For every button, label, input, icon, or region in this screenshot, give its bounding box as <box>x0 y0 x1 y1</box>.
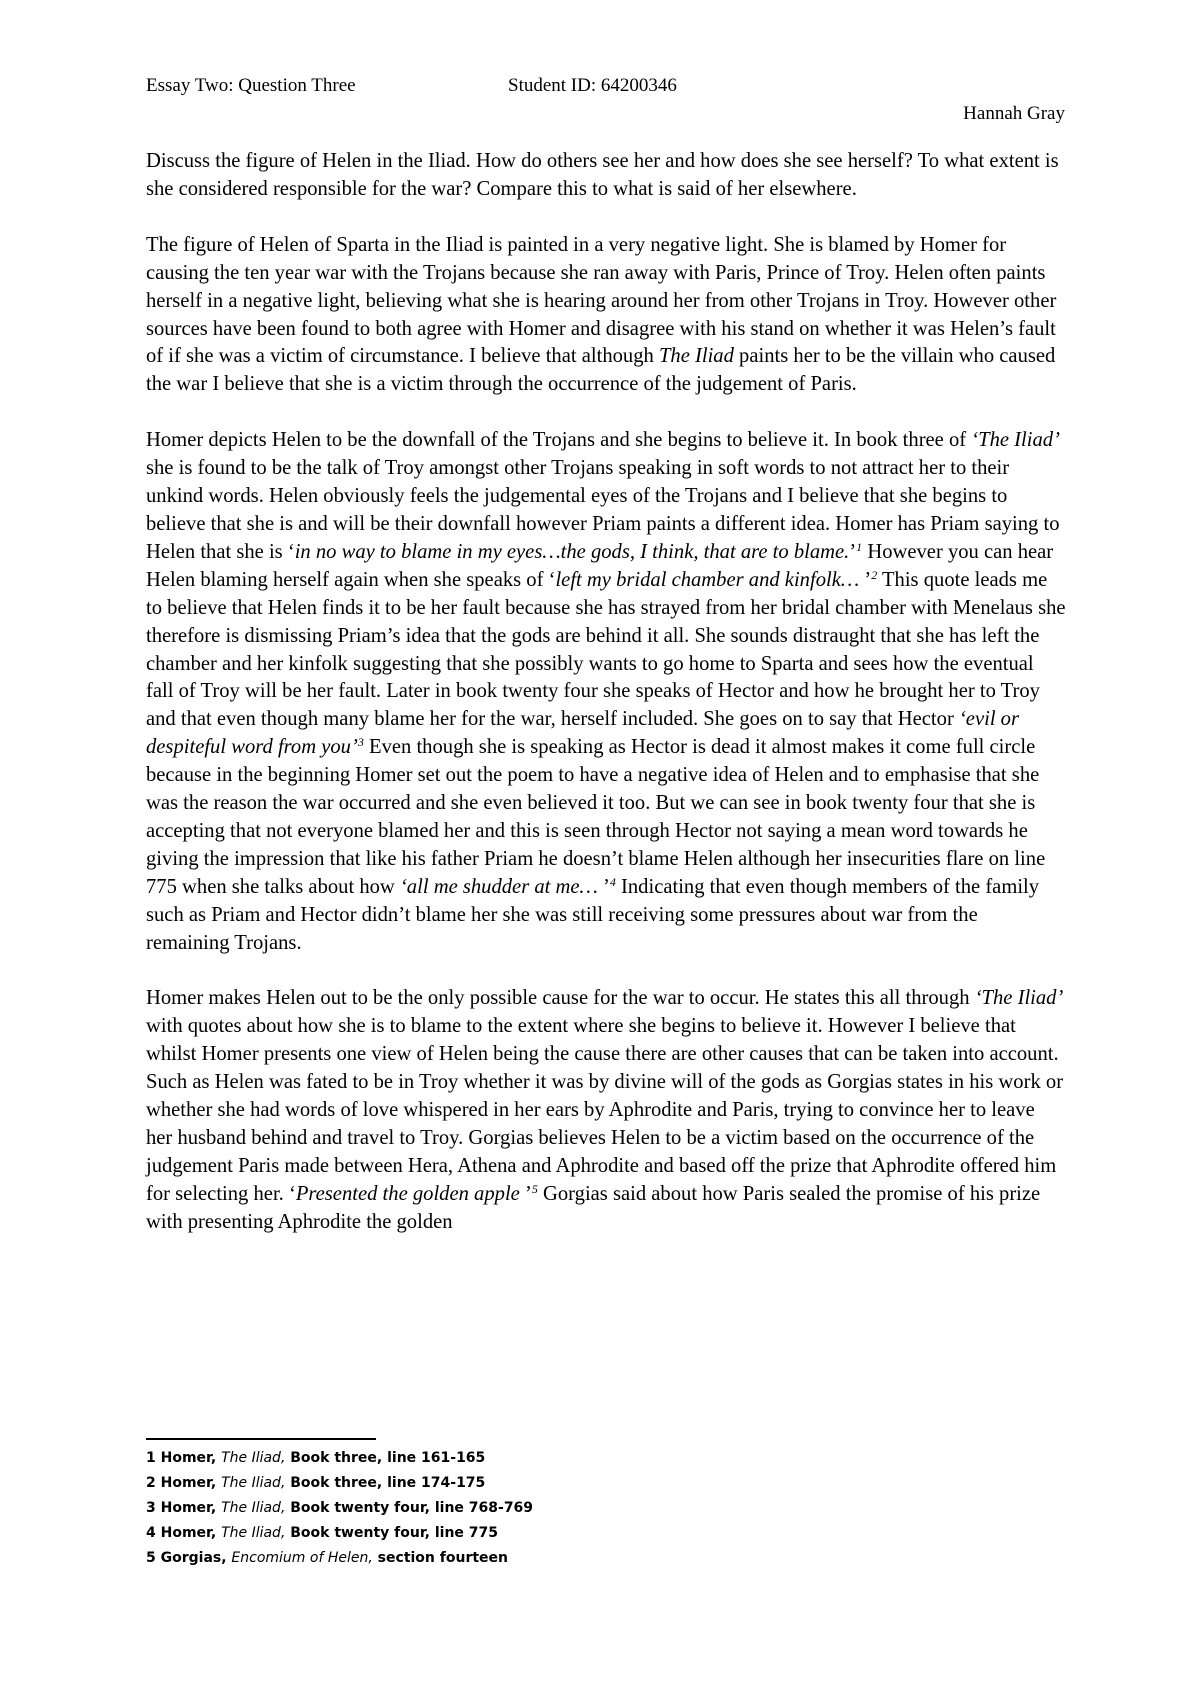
footnote-2 <box>146 1471 846 1496</box>
p2-quote-priam: in no way to blame in my eyes…the gods, I think, that are to blame. <box>294 540 850 563</box>
essay-label: Essay Two: Question Three <box>146 75 356 96</box>
footnote-location: section fourteen <box>372 1550 508 1566</box>
footnote-location: Book three, line 161-165 <box>285 1450 486 1466</box>
footnotes <box>146 1446 846 1571</box>
p2-quote-close-2: ’ <box>859 568 872 591</box>
footnote-work: Encomium of Helen, <box>231 1550 373 1566</box>
footnote-5 <box>146 1546 846 1571</box>
footnote-3 <box>146 1496 846 1521</box>
p3-title: ‘The Iliad’ <box>974 987 1064 1010</box>
footnote-location: Book twenty four, line 768-769 <box>285 1500 534 1516</box>
footnote-separator <box>146 1438 376 1440</box>
footnote-work: The Iliad, <box>221 1475 286 1491</box>
paragraph-helen-self-view <box>146 427 1066 957</box>
p2-text-o: Indicating that even though members of the family such as Priam and Hector didn’t blame her she was still receiving some pressures about war from the remaining Trojans. <box>146 875 1040 954</box>
footnote-ref-4: 4 <box>609 874 616 889</box>
paragraph-introduction <box>146 232 1066 399</box>
footnote-1 <box>146 1446 846 1471</box>
p2-title: ‘The Iliad’ <box>971 429 1060 452</box>
footnote-work: The Iliad, <box>221 1525 286 1541</box>
footnote-source: 3 Homer, <box>146 1500 222 1516</box>
p3-text-f: Gorgias said about how Paris sealed the promise of his prize with presenting Aphrodite the golden <box>146 1182 1041 1233</box>
footnote-work: The Iliad, <box>221 1450 286 1466</box>
p2-text-k: Even though she is speaking as Hector is dead it almost makes it come full circle because in the beginning Homer set out the poem to have a negative idea of Helen and to emphasise that she was the reason the war occurred and she even believed it too. But we can see in book twenty four that she is accepting that not everyone blamed her and this is seen through Hector not saying a mean word towards he giving the impression that like his father Priam he doesn’t blame Helen although her insecurities flare on line 775 when she talks about how <box>146 736 1046 898</box>
p1-text-c: paints her to be the villain who caused the war I believe that she is a victim through the occurrence of the judgement of Paris. <box>146 345 1056 396</box>
author-name: Hannah Gray <box>963 103 1065 124</box>
p2-text-a: Homer depicts Helen to be the downfall of the Trojans and she begins to believe it. In book three of <box>146 429 972 452</box>
p2-quote-close: ’ <box>849 540 857 563</box>
student-id: Student ID: 64200346 <box>508 75 677 96</box>
footnote-source: 4 Homer, <box>146 1525 222 1541</box>
p2-text-c: she is found to be the talk of Troy amongst other Trojans speaking in soft words to not attract her to their unkind words. Helen obviously feels the judgemental eyes of the Trojans and I believe that she begins to believe that she is and will be their downfall however Priam paints a different idea. Homer has Priam saying to Helen that she is ‘ <box>146 457 1060 563</box>
footnote-ref-3: 3 <box>357 735 364 750</box>
footnote-source: 5 Gorgias, <box>146 1550 232 1566</box>
footnote-location: Book twenty four, line 775 <box>285 1525 499 1541</box>
p2-text-i: This quote leads me to believe that Helen finds it to be her fault because she has strayed from her bridal chamber with Menelaus she therefore is dismissing Priam’s idea that the gods are behind it all. She sounds distraught that she has left the chamber and her kinfolk suggesting that she possibly wants to go home to Sparta and sees how the eventual fall of Troy will be her fault. Later in book twenty four she speaks of Hector and how he brought her to Troy and that even though many blame her for the war, herself included. She goes on to say that Hector <box>146 568 1066 731</box>
p3-quote-apple: Presented the golden apple <box>295 1182 520 1205</box>
p3-text-c: with quotes about how she is to blame to the extent where she begins to believe it. However I believe that whilst Homer presents one view of Helen being the cause there are other causes that can be taken into account. Such as Helen was fated to be in Troy whether it was by divine will of the gods as Gorgias states in his work or whether she had words of love whispered in her ears by Aphrodite and Paris, trying to convince her to leave her husband behind and travel to Troy. Gorgias believes Helen to be a victim based on the occurrence of the judgement Paris made between Hera, Athena and Aphrodite and based off the prize that Aphrodite offered him for selecting her. ‘ <box>146 1015 1064 1205</box>
footnote-source: 1 Homer, <box>146 1450 222 1466</box>
p3-quote-close: ’ <box>519 1182 532 1205</box>
essay-body <box>146 148 1066 1237</box>
p1-title: The Iliad <box>658 345 734 368</box>
footnote-4 <box>146 1521 846 1546</box>
footnote-location: Book three, line 174-175 <box>285 1475 486 1491</box>
footnote-ref-2: 2 <box>871 567 878 582</box>
paragraph-causes <box>146 985 1066 1236</box>
footnote-ref-5: 5 <box>531 1181 538 1196</box>
footnote-source: 2 Homer, <box>146 1475 222 1491</box>
p1-text-a: The figure of Helen of Sparta in the Iliad is painted in a very negative light. She is blamed by Homer for causing the ten year war with the Trojans because she ran away with Paris, Prince of Troy. Helen often paints herself in a negative light, believing what she is hearing around her from other Trojans in Troy. However other sources have been found to both agree with Homer and disagree with his stand on whether it was Helen’s fault of if she was a victim of circumstance. I believe that although <box>146 233 1057 368</box>
p3-text-a: Homer makes Helen out to be the only possible cause for the war to occur. He states this all through <box>146 987 975 1010</box>
p2-quote-bridal: left my bridal chamber and kinfolk… <box>555 568 860 591</box>
p2-text-f: However you can hear Helen blaming herself again when she speaks of ‘ <box>146 540 1054 591</box>
p2-quote-hector: ‘evil or despiteful word from you’ <box>146 708 1019 759</box>
footnote-work: The Iliad, <box>221 1500 286 1516</box>
p2-quote-close-3: ’ <box>597 875 610 898</box>
essay-question: Discuss the figure of Helen in the Iliad. How do others see her and how does she see herself? To what extent is she considered responsible for the war? Compare this to what is said of her elsewhere. <box>146 150 1059 200</box>
footnote-ref-1: 1 <box>856 539 863 554</box>
p2-quote-shudder: ‘all me shudder at me… <box>399 875 598 898</box>
